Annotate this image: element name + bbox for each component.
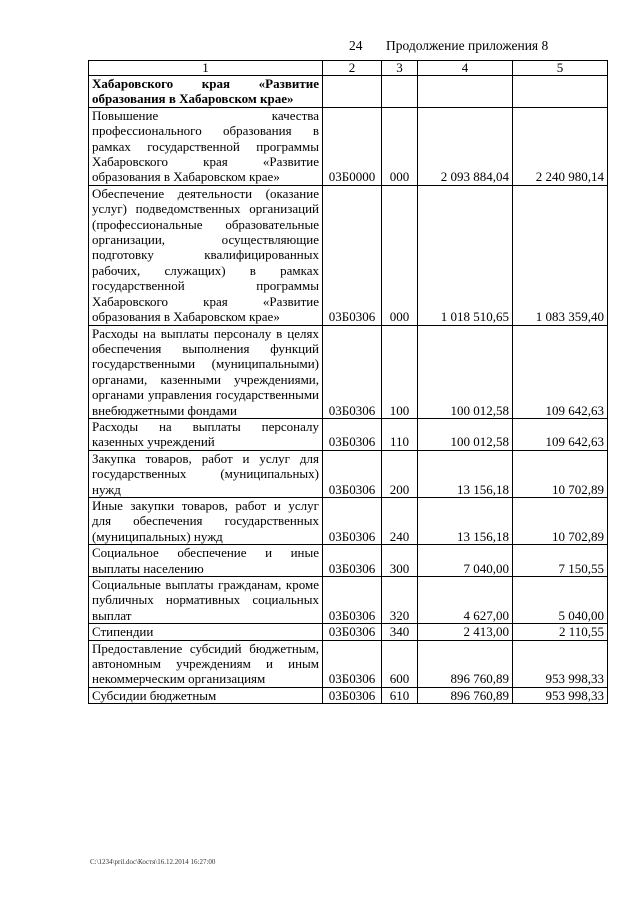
expense-type-code: 000 (382, 185, 418, 325)
table-row (89, 545, 608, 577)
expense-item-name: Хабаровского края «Развитие образования в Хабаровском крае» (89, 76, 323, 108)
amount-year-2: 109 642,63 (513, 418, 608, 450)
amount-year-1: 896 760,89 (418, 640, 513, 687)
expense-type-code: 000 (382, 107, 418, 185)
target-article-code: 03Б0306 (323, 687, 382, 703)
table-row (89, 76, 608, 108)
page-header (349, 38, 548, 54)
target-article-code: 03Б0306 (323, 577, 382, 624)
budget-table (88, 60, 608, 704)
target-article-code: 03Б0306 (323, 418, 382, 450)
expense-type-code: 340 (382, 624, 418, 640)
expense-type-code: 320 (382, 577, 418, 624)
amount-year-2 (513, 76, 608, 108)
amount-year-1: 13 156,18 (418, 450, 513, 497)
table-row (89, 624, 608, 640)
amount-year-1 (418, 76, 513, 108)
expense-item-name: Субсидии бюджетным (89, 687, 323, 703)
column-number: 5 (513, 61, 608, 76)
amount-year-2: 10 702,89 (513, 450, 608, 497)
table-row (89, 640, 608, 687)
expense-type-code: 200 (382, 450, 418, 497)
expense-type-code (382, 76, 418, 108)
page-number: 24 (349, 38, 363, 53)
target-article-code: 03Б0306 (323, 545, 382, 577)
amount-year-2: 5 040,00 (513, 577, 608, 624)
table-row (89, 497, 608, 544)
expense-item-name: Повышение качества профессионального образования в рамках государственной программы Хабаровского края «Развитие образования в Хабаровском крае» (89, 107, 323, 185)
amount-year-2: 7 150,55 (513, 545, 608, 577)
amount-year-2: 109 642,63 (513, 325, 608, 418)
expense-type-code: 240 (382, 497, 418, 544)
table-row (89, 185, 608, 325)
table-row (89, 577, 608, 624)
column-number: 4 (418, 61, 513, 76)
expense-type-code: 610 (382, 687, 418, 703)
expense-type-code: 300 (382, 545, 418, 577)
expense-type-code: 600 (382, 640, 418, 687)
amount-year-1: 100 012,58 (418, 325, 513, 418)
column-number-row (89, 61, 608, 76)
expense-item-name: Обеспечение деятельности (оказание услуг) подведомственных организаций (профессиональные образовательные организации, осуществляющие подготовку квалифицированных рабочих, служащих) в рамках государственной программы Хабаровского края «Развитие образования в Хабаровском крае» (89, 185, 323, 325)
target-article-code: 03Б0306 (323, 450, 382, 497)
target-article-code: 03Б0306 (323, 497, 382, 544)
amount-year-2: 953 998,33 (513, 687, 608, 703)
expense-item-name: Социальные выплаты гражданам, кроме публичных нормативных социальных выплат (89, 577, 323, 624)
amount-year-2: 2 110,55 (513, 624, 608, 640)
expense-item-name: Закупка товаров, работ и услуг для государственных (муниципальных) нужд (89, 450, 323, 497)
target-article-code (323, 76, 382, 108)
amount-year-1: 7 040,00 (418, 545, 513, 577)
table-row (89, 687, 608, 703)
amount-year-1: 896 760,89 (418, 687, 513, 703)
expense-item-name: Иные закупки товаров, работ и услуг для обеспечения государственных (муниципальных) нужд (89, 497, 323, 544)
amount-year-1: 2 413,00 (418, 624, 513, 640)
target-article-code: 03Б0306 (323, 185, 382, 325)
column-number: 3 (382, 61, 418, 76)
amount-year-2: 2 240 980,14 (513, 107, 608, 185)
appendix-title: Продолжение приложения 8 (386, 38, 549, 53)
expense-item-name: Расходы на выплаты персоналу в целях обеспечения выполнения функций государственными (муниципальными) органами, казенными учреждениями, органами управления государственными внебюджетными фондами (89, 325, 323, 418)
target-article-code: 03Б0306 (323, 624, 382, 640)
amount-year-1: 100 012,58 (418, 418, 513, 450)
footer-file-path: C:\1234\pril.doc\Костя\16.12.2014 16:27:00 (90, 858, 216, 866)
target-article-code: 03Б0000 (323, 107, 382, 185)
expense-type-code: 110 (382, 418, 418, 450)
target-article-code: 03Б0306 (323, 325, 382, 418)
expense-item-name: Предоставление субсидий бюджетным, автономным учреждениям и иным некоммерческим организациям (89, 640, 323, 687)
amount-year-1: 1 018 510,65 (418, 185, 513, 325)
amount-year-1: 13 156,18 (418, 497, 513, 544)
table-row (89, 325, 608, 418)
amount-year-2: 1 083 359,40 (513, 185, 608, 325)
table-row (89, 418, 608, 450)
column-number: 2 (323, 61, 382, 76)
table-row (89, 450, 608, 497)
amount-year-2: 10 702,89 (513, 497, 608, 544)
budget-table-body (89, 61, 608, 704)
expense-item-name: Расходы на выплаты персоналу казенных учреждений (89, 418, 323, 450)
table-row (89, 107, 608, 185)
expense-type-code: 100 (382, 325, 418, 418)
amount-year-2: 953 998,33 (513, 640, 608, 687)
column-number: 1 (89, 61, 323, 76)
expense-item-name: Социальное обеспечение и иные выплаты населению (89, 545, 323, 577)
amount-year-1: 4 627,00 (418, 577, 513, 624)
expense-item-name: Стипендии (89, 624, 323, 640)
amount-year-1: 2 093 884,04 (418, 107, 513, 185)
target-article-code: 03Б0306 (323, 640, 382, 687)
